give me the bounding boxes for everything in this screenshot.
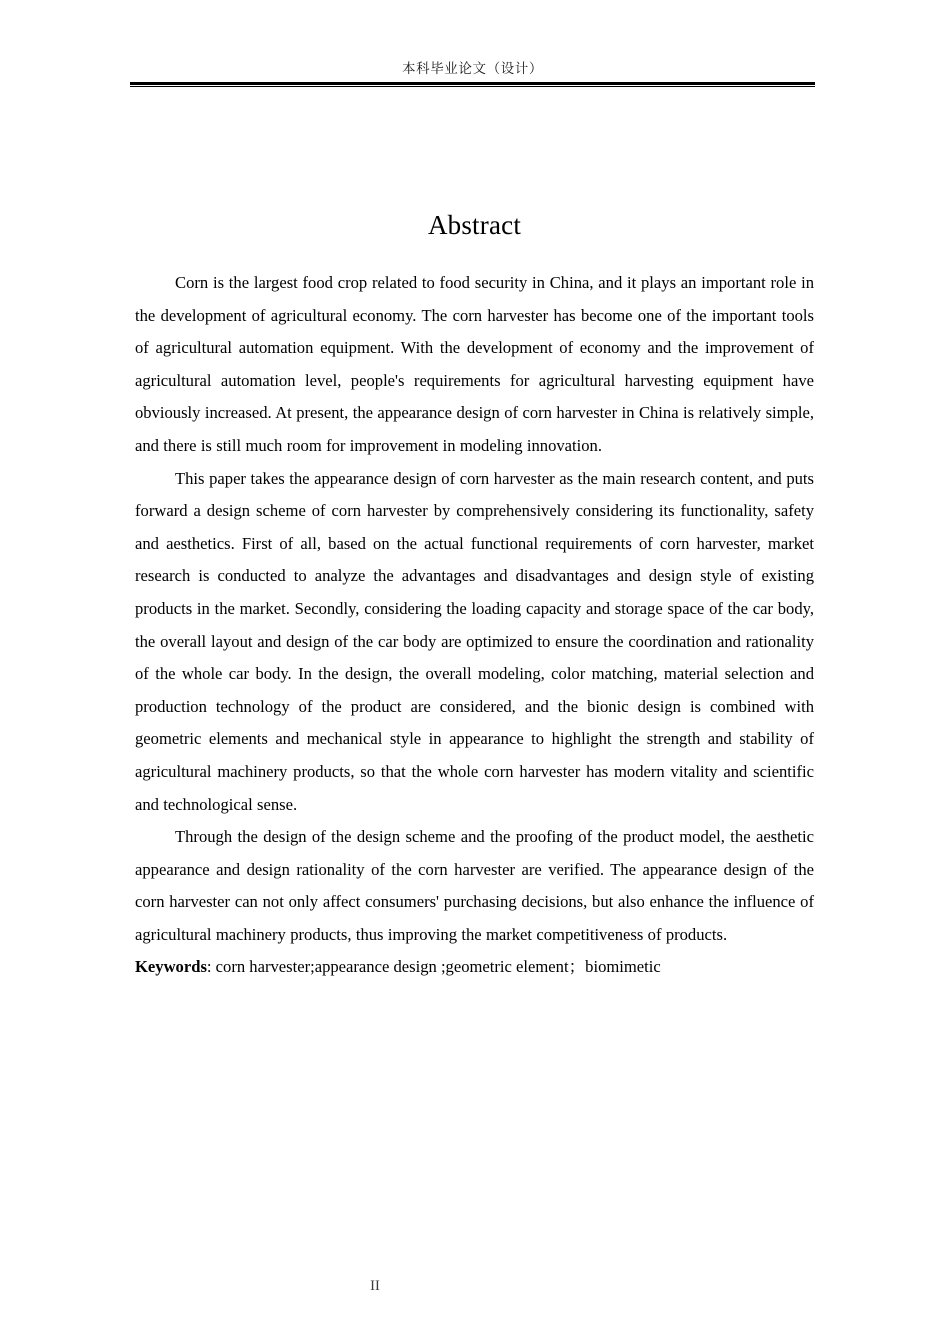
keywords-label: Keywords [135, 957, 207, 977]
abstract-content [135, 205, 814, 984]
abstract-paragraph-2: This paper takes the appearance design of corn harvester as the main research content, and puts forward a design scheme of corn harvester by comprehensively considering its functionality, safety and aesthetics. First of all, based on the actual functional requirements of corn harvester, market research is conducted to analyze the advantages and disadvantages and design style of existing products in the market. Secondly, considering the loading capacity and storage space of the car body, the overall layout and design of the car body are optimized to ensure the coordination and rationality of the whole car body. In the design, the overall modeling, color matching, material selection and production technology of the product are considered, and the bionic design is combined with geometric elements and mechanical style in appearance to highlight the strength and stability of agricultural machinery products, so that the whole corn harvester has modern vitality and scientific and technological sense. [135, 468, 814, 814]
running-header-title: 本科毕业论文（设计） [402, 61, 543, 77]
abstract-paragraph-1: Corn is the largest food crop related to food security in China, and it plays an important role in the development of agricultural economy. The corn harvester has become one of the important tools of agricultural automation equipment. With the development of economy and the improvement of agricultural automation level, people's requirements for agricultural harvesting equipment have obviously increased. At present, the appearance design of corn harvester in China is relatively simple, and there is still much room for improvement in modeling innovation. [135, 273, 814, 455]
header-double-rule [130, 82, 815, 87]
header-rule-thick [130, 82, 815, 85]
keywords-value: : corn harvester;appearance design ;geometric element；biomimetic [206, 957, 661, 977]
page-number: II [370, 1278, 380, 1294]
page-header [130, 58, 815, 87]
header-rule-thin [130, 86, 815, 87]
abstract-paragraph-3: Through the design of the design scheme and the proofing of the product model, the aesthetic appearance and design rationality of the corn harvester are verified. The appearance design of the corn harvester can not only affect consumers' purchasing decisions, but also enhance the influence of agricultural machinery products, thus improving the market competitiveness of products. [135, 827, 814, 944]
keywords-line [135, 951, 814, 984]
page-title: Abstract [427, 210, 522, 240]
